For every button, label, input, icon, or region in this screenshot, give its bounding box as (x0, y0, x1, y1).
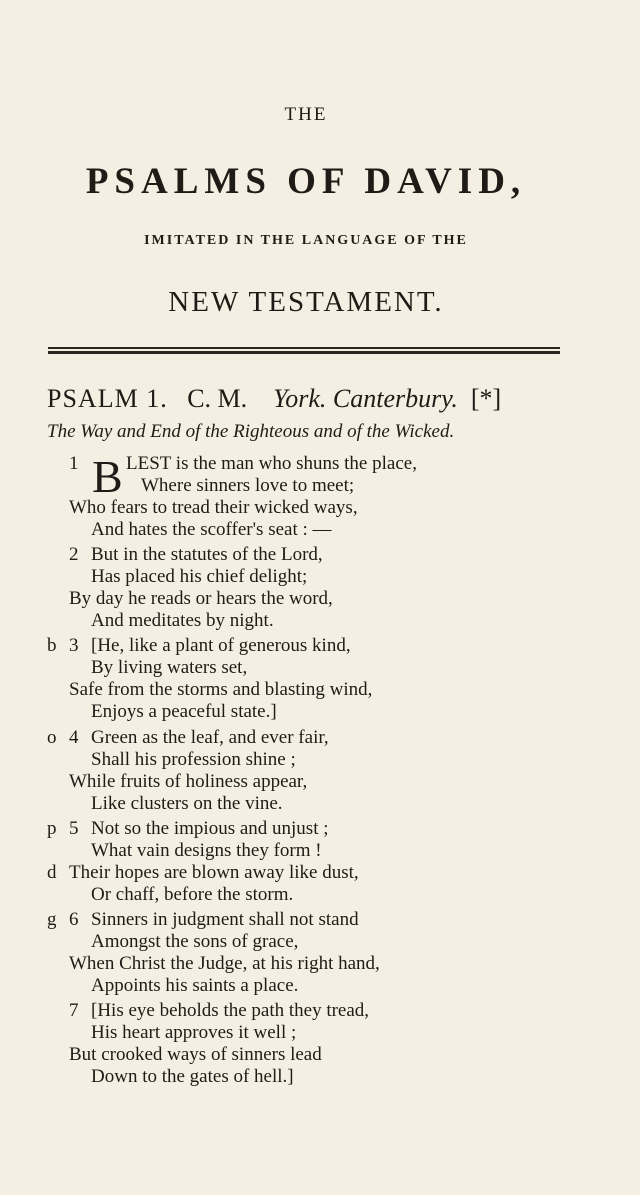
verse-line: Safe from the storms and blasting wind, (69, 679, 373, 700)
verse-line: Down to the gates of hell.] (91, 1066, 294, 1087)
verse-line: Green as the leaf, and ever fair, (91, 727, 329, 748)
dynamic-mark: d (47, 862, 57, 883)
verse-line: Where sinners love to meet; (141, 475, 355, 496)
subtitle-new-testament: NEW TESTAMENT. (168, 286, 444, 318)
dynamic-mark: b (47, 635, 57, 656)
verse-line: His heart approves it well ; (91, 1022, 297, 1043)
verse-line: But crooked ways of sinners lead (69, 1044, 322, 1065)
verse-line: When Christ the Judge, at his right hand, (69, 953, 380, 974)
verse-number: 1 (69, 453, 79, 474)
double-rule-divider (48, 347, 560, 355)
verse-line: Like clusters on the vine. (91, 793, 283, 814)
psalm-meter: C. M. (187, 384, 248, 413)
verse-line: [He, like a plant of generous kind, (91, 635, 351, 656)
verse-line: Enjoys a peaceful state.] (91, 701, 277, 722)
verse-number: 5 (69, 818, 79, 839)
verse-line: Sinners in judgment shall not stand (91, 909, 359, 930)
verse-line: And hates the scoffer's seat : — (91, 519, 332, 540)
drop-cap: B (92, 451, 123, 502)
psalm-mark: [*] (470, 384, 502, 413)
verse-line: Shall his profession shine ; (91, 749, 296, 770)
verse-line: What vain designs they form ! (91, 840, 322, 861)
verse-line: By living waters set, (91, 657, 248, 678)
verse-line: But in the statutes of the Lord, (91, 544, 323, 565)
verse-line: Or chaff, before the storm. (91, 884, 294, 905)
verse-number: 4 (69, 727, 79, 748)
verse-number: 6 (69, 909, 79, 930)
verse-line: While fruits of holiness appear, (69, 771, 308, 792)
verse-number: 3 (69, 635, 79, 656)
verse-line: Their hopes are blown away like dust, (69, 862, 359, 883)
verse-line: Who fears to tread their wicked ways, (69, 497, 358, 518)
verse-line: LEST is the man who shuns the place, (126, 453, 417, 474)
title-the: THE (284, 104, 328, 125)
psalm-number: PSALM 1. (47, 384, 168, 413)
verse-line: And meditates by night. (91, 610, 274, 631)
verse-line: By day he reads or hears the word, (69, 588, 333, 609)
dynamic-mark: g (47, 909, 57, 930)
verse-line: [His eye beholds the path they tread, (91, 1000, 370, 1021)
verse-number: 7 (69, 1000, 79, 1021)
verse-line: Amongst the sons of grace, (91, 931, 299, 952)
verse-line: Not so the impious and unjust ; (91, 818, 329, 839)
subtitle-imitated: IMITATED IN THE LANGUAGE OF THE (144, 233, 468, 248)
psalm-tunes: York. Canterbury. (273, 384, 458, 413)
dynamic-mark: o (47, 727, 57, 748)
psalm-heading (47, 384, 501, 414)
verse-number: 2 (69, 544, 79, 565)
dynamic-mark: p (47, 818, 57, 839)
book-title: PSALMS OF DAVID, (85, 161, 527, 202)
verse-line: Has placed his chief delight; (91, 566, 308, 587)
verse-line: Appoints his saints a place. (91, 975, 299, 996)
psalm-subtitle: The Way and End of the Righteous and of the Wicked. (47, 421, 455, 442)
